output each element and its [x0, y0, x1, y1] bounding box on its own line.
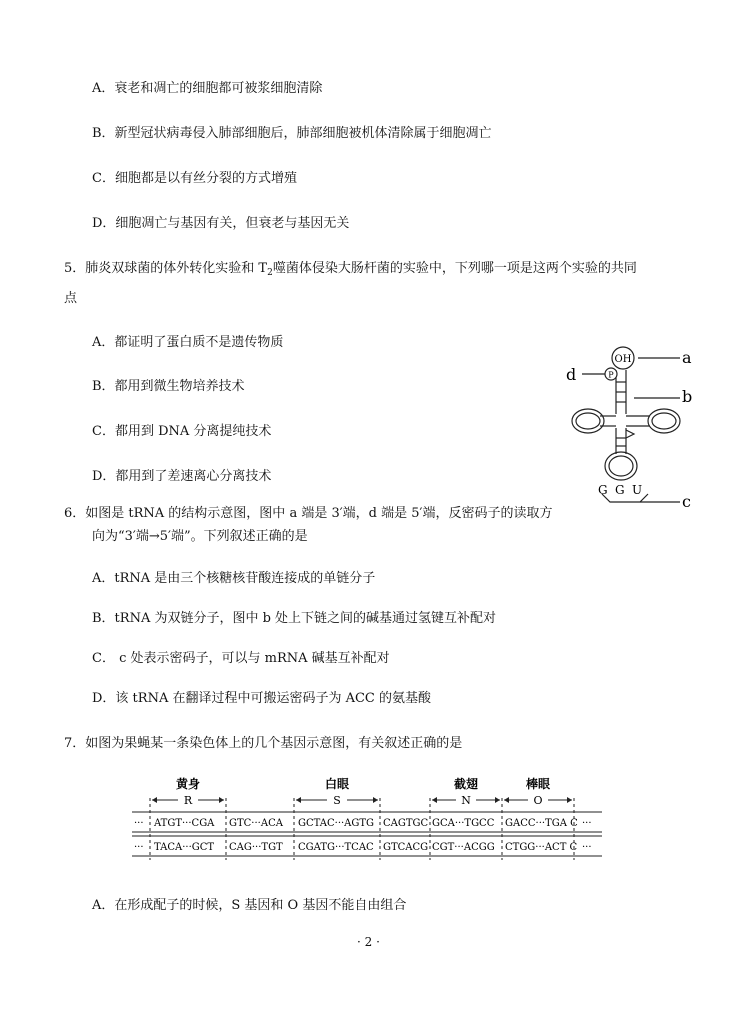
bottom-strand-seq-3: CGATG···TCAC [298, 842, 374, 853]
trna-diagram [560, 342, 710, 512]
strand-leading-ellipsis-top: ··· [134, 818, 144, 829]
gene-trait-yellow-body: 黄身 [175, 777, 201, 791]
q4-option-a: A．衰老和凋亡的细胞都可被浆细胞清除 [92, 81, 323, 96]
bottom-strand-seq-2: CAG···TGT [229, 842, 283, 853]
top-strand-seq-5: GCA···TGCC [432, 818, 495, 829]
q6-option-d: D．该 tRNA 在翻译过程中可搬运密码子为 ACC 的氨基酸 [92, 691, 432, 706]
label-b: b [682, 387, 693, 406]
anticodon-base-1: G [598, 483, 608, 497]
q5-option-d: D．都用到了差速离心分离技术 [92, 469, 272, 484]
gene-trait-truncated-wing: 截翅 [453, 777, 479, 791]
q5-stem-post: 噬菌体侵染大肠杆菌的实验中，下列哪一项是这两个实验的共同 [272, 261, 637, 276]
gene-trait-white-eye: 白眼 [324, 777, 350, 791]
top-strand-seq-2: GTC···ACA [229, 818, 283, 829]
gene-trait-bar-eye: 棒眼 [525, 777, 551, 791]
q4-option-d: D．细胞凋亡与基因有关，但衰老与基因无关 [92, 216, 350, 231]
q5-stem [64, 260, 637, 282]
gene-diagram [132, 768, 602, 868]
strand-trailing-ellipsis-bottom: ··· [582, 842, 592, 853]
p-label: P [608, 370, 614, 380]
anticodon-base-3: U [632, 483, 643, 497]
bottom-strand-seq-5: CGT···ACGG [432, 842, 495, 853]
bottom-strand-seq-6: CTGG···ACT C [505, 842, 578, 853]
q4-option-c: C．细胞都是以有丝分裂的方式增殖 [92, 171, 297, 186]
oh-label: OH [614, 354, 632, 365]
q6-stem-line1: 6．如图是 tRNA 的结构示意图，图中 a 端是 3′端，d 端是 5′端，反密码子的读取方 [64, 506, 553, 521]
q7-option-a: A．在形成配子的时候，S 基因和 O 基因不能自由组合 [92, 898, 407, 913]
top-strand-seq-6: GACC···TGA C [505, 818, 578, 829]
label-a: a [682, 348, 692, 367]
q7-stem: 7．如图为果蝇某一条染色体上的几个基因示意图，有关叙述正确的是 [64, 736, 463, 751]
gene-symbol-o: O [533, 794, 543, 807]
anticodon-base-2: G [615, 483, 625, 497]
gene-symbol-r: R [183, 794, 193, 807]
top-strand-seq-4: CAGTGC [383, 818, 429, 829]
label-d: d [566, 365, 577, 384]
q6-option-b: B．tRNA 为双链分子，图中 b 处上下链之间的碱基通过氢键互补配对 [92, 611, 497, 626]
strand-trailing-ellipsis-top: ··· [582, 818, 592, 829]
q6-option-c: C． c 处表示密码子，可以与 mRNA 碱基互补配对 [92, 651, 390, 666]
q6-option-a: A．tRNA 是由三个核糖核苷酸连接成的单链分子 [92, 571, 376, 586]
q5-stem-line2: 点 [64, 291, 78, 306]
gene-symbol-s: S [333, 794, 341, 807]
q4-option-b: B．新型冠状病毒侵入肺部细胞后，肺部细胞被机体清除属于细胞凋亡 [92, 126, 492, 141]
q5-stem-pre: 5．肺炎双球菌的体外转化实验和 T [64, 261, 268, 276]
page-number: · 2 · [357, 935, 380, 949]
q5-stem-sub: 2 [267, 268, 273, 278]
top-strand-seq-1: ATGT···CGA [154, 818, 215, 829]
q5-option-a: A．都证明了蛋白质不是遗传物质 [92, 335, 284, 350]
top-strand-seq-3: GCTAC···AGTG [298, 818, 375, 829]
q5-option-c: C．都用到 DNA 分离提纯技术 [92, 424, 272, 439]
strand-leading-ellipsis-bottom: ··· [134, 842, 144, 853]
gene-symbol-n: N [461, 794, 471, 807]
q5-option-b: B．都用到微生物培养技术 [92, 379, 245, 394]
q6-stem-line2: 向为“3′端→5′端”。下列叙述正确的是 [92, 529, 308, 544]
bottom-strand-seq-1: TACA···GCT [154, 842, 215, 853]
bottom-strand-seq-4: GTCACG [383, 842, 429, 853]
label-c: c [682, 492, 691, 511]
